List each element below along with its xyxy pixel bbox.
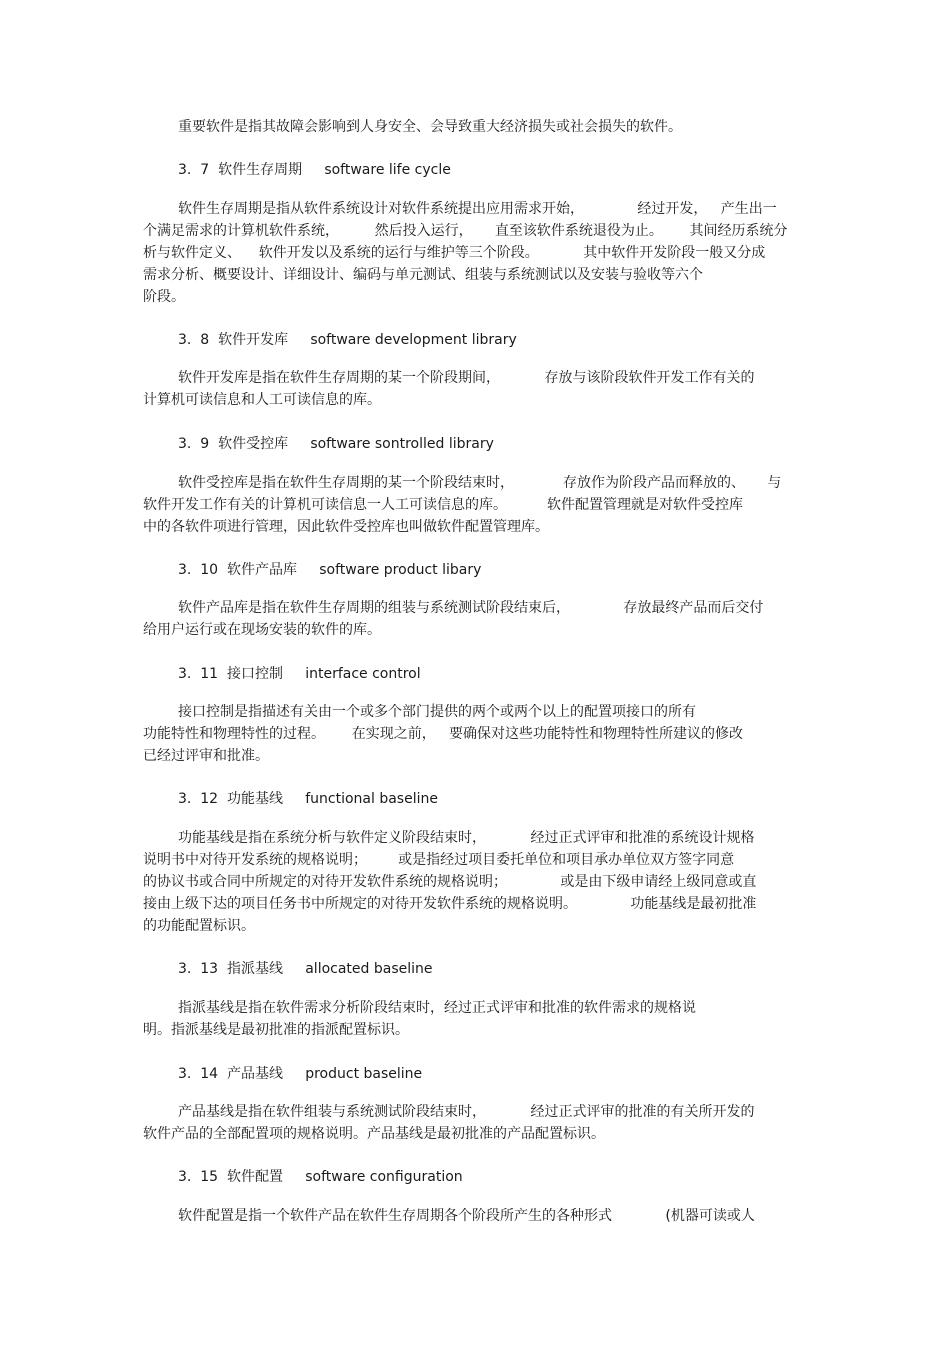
body-text-line: 软件产品的全部配置项的规格说明。产品基线是最初批准的产品配置标识。 bbox=[143, 1126, 605, 1142]
section-heading-3-12: 3. 12 功能基线 functional baseline bbox=[178, 791, 438, 807]
body-text-line: 指派基线是指在软件需求分析阶段结束时，经过正式评审和批准的软件需求的规格说 bbox=[178, 1000, 696, 1016]
body-text-line: 软件配置是指一个软件产品在软件生存周期各个阶段所产生的各种形式 (机器可读或人 bbox=[178, 1208, 755, 1224]
section-heading-3-14: 3. 14 产品基线 product baseline bbox=[178, 1066, 423, 1082]
section-heading-3-8: 3. 8 软件开发库 software development library bbox=[178, 332, 517, 348]
body-text-line: 重要软件是指其故障会影响到人身安全、会导致重大经济损失或社会损失的软件。 bbox=[178, 119, 682, 135]
body-text-line: 软件受控库是指在软件生存周期的某一个阶段结束时， 存放作为阶段产品而释放的、 与 bbox=[178, 475, 782, 491]
body-text-line: 软件产品库是指在软件生存周期的组装与系统测试阶段结束后， 存放最终产品而后交付 bbox=[178, 600, 764, 616]
body-text-line: 的功能配置标识。 bbox=[143, 918, 255, 934]
body-text-line: 产品基线是指在软件组装与系统测试阶段结束时， 经过正式评审的批准的有关所开发的 bbox=[178, 1104, 755, 1120]
body-text-line: 接口控制是指描述有关由一个或多个部门提供的两个或两个以上的配置项接口的所有 bbox=[178, 704, 696, 720]
body-text-line: 说明书中对待开发系统的规格说明； 或是指经过项目委托单位和项目承办单位双方签字同意 bbox=[143, 852, 735, 868]
section-heading-3-11: 3. 11 接口控制 interface control bbox=[178, 666, 421, 682]
body-text-line: 中的各软件项进行管理，因此软件受控库也叫做软件配置管理库。 bbox=[143, 519, 549, 535]
body-text-line: 软件开发库是指在软件生存周期的某一个阶段期间， 存放与该阶段软件开发工作有关的 bbox=[178, 370, 755, 386]
body-text-line: 需求分析、概要设计、详细设计、编码与单元测试、组装与系统测试以及安装与验收等六个 bbox=[143, 267, 703, 283]
body-text-line: 功能基线是指在系统分析与软件定义阶段结束时， 经过正式评审和批准的系统设计规格 bbox=[178, 830, 755, 846]
section-heading-3-7: 3. 7 软件生存周期 software life cycle bbox=[178, 162, 451, 178]
section-heading-3-13: 3. 13 指派基线 allocated baseline bbox=[178, 961, 433, 977]
body-text-line: 软件生存周期是指从软件系统设计对软件系统提出应用需求开始， 经过开发， 产生出一 bbox=[178, 201, 777, 217]
body-text-line: 阶段。 bbox=[143, 289, 185, 305]
body-text-line: 个满足需求的计算机软件系统， 然后投入运行， 直至该软件系统退役为止。 其间经历系统分 bbox=[143, 223, 788, 239]
body-text-line: 软件开发工作有关的计算机可读信息一人工可读信息的库。 软件配置管理就是对软件受控库 bbox=[143, 497, 744, 513]
section-heading-3-10: 3. 10 软件产品库 software product libary bbox=[178, 562, 482, 578]
body-text-line: 功能特性和物理特性的过程。 在实现之前， 要确保对这些功能特性和物理特性所建议的修改 bbox=[143, 726, 744, 742]
body-text-line: 计算机可读信息和人工可读信息的库。 bbox=[143, 392, 381, 408]
section-heading-3-15: 3. 15 软件配置 software configuration bbox=[178, 1169, 463, 1185]
body-text-line: 的协议书或合同中所规定的对待开发软件系统的规格说明； 或是由下级申请经上级同意或直 bbox=[143, 874, 757, 890]
body-text-line: 给用户运行或在现场安装的软件的库。 bbox=[143, 622, 381, 638]
body-text-line: 接由上级下达的项目任务书中所规定的对待开发软件系统的规格说明。 功能基线是最初批准 bbox=[143, 896, 757, 912]
body-text-line: 析与软件定义、 软件开发以及系统的运行与维护等三个阶段。 其中软件开发阶段一般又分成 bbox=[143, 245, 766, 261]
body-text-line: 已经过评审和批准。 bbox=[143, 748, 269, 764]
section-heading-3-9: 3. 9 软件受控库 software sontrolled library bbox=[178, 436, 494, 452]
body-text-line: 明。指派基线是最初批准的指派配置标识。 bbox=[143, 1022, 409, 1038]
